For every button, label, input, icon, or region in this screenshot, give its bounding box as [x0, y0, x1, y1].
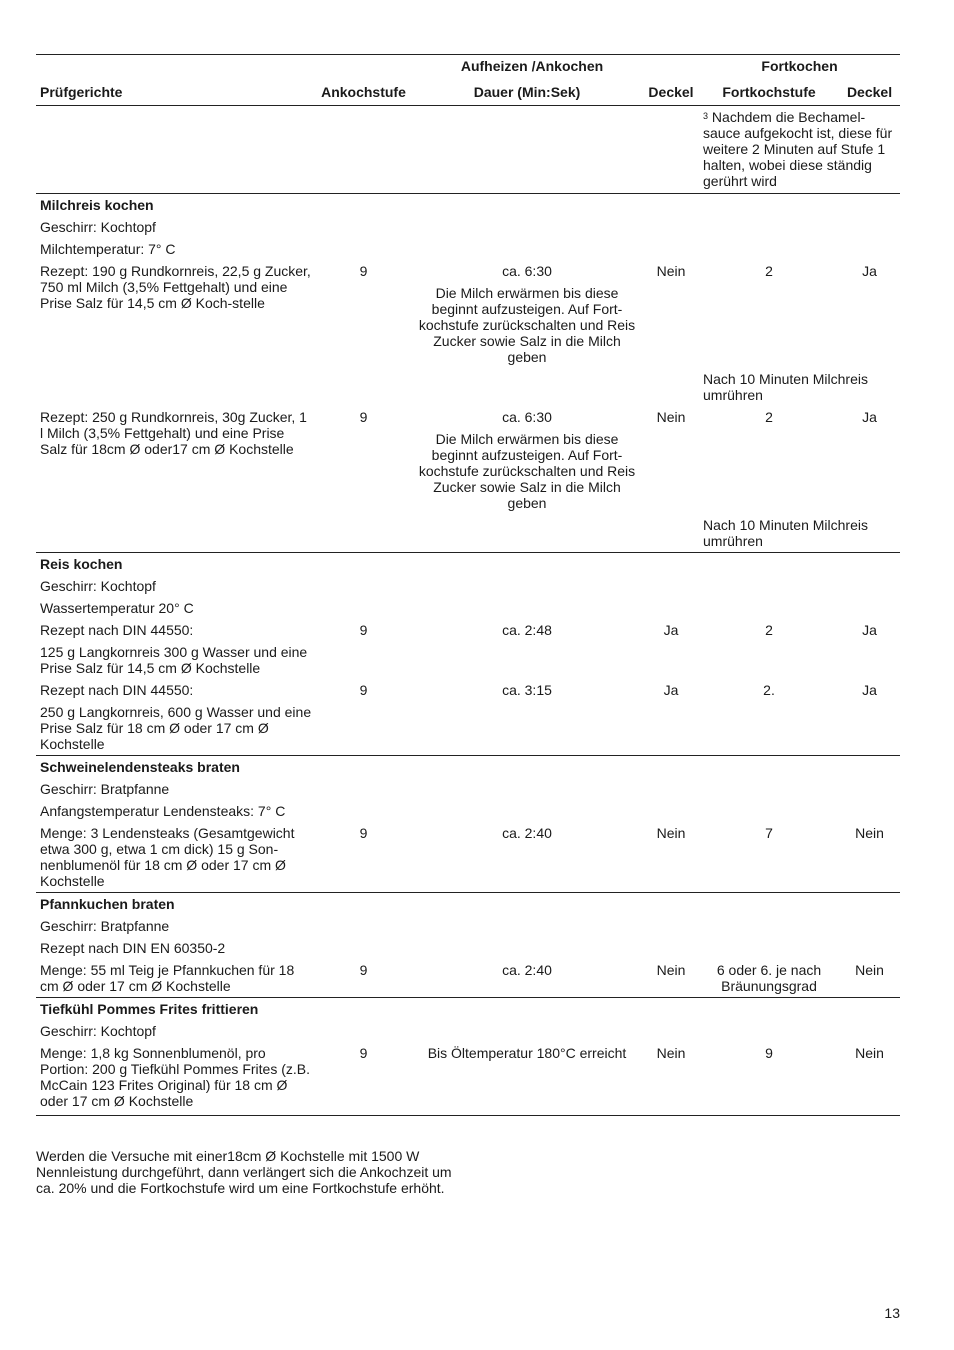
section-row-milchreis — [36, 194, 900, 217]
column-header-lid: Deckel — [648, 84, 694, 100]
continue-lid-cell: Nein — [855, 825, 884, 841]
column-header-continue-lid: Deckel — [846, 84, 893, 100]
duration-cell: ca. 2:40 — [502, 962, 552, 978]
duration-value: ca. 6:30 — [502, 263, 552, 279]
page-number: 13 — [884, 1305, 900, 1321]
lid-cell: Nein — [656, 825, 686, 841]
section-title-steaks: Schweinelendensteaks braten — [40, 759, 240, 775]
footer-note: Werden die Versuche mit einer18cm Ø Kochstelle mit 1500 W Nennleistung durchgeführt, dann verlängert sich die Ankochzeit um ca. 20% und die Fortkochstufe wird um eine Fortkochstufe erhöht. — [36, 1148, 452, 1196]
continue-stage-cell: 2. — [763, 682, 775, 698]
continue-stage-cell: 2 — [765, 263, 773, 279]
continue-stage-cell: 9 — [765, 1045, 773, 1061]
table-row — [36, 368, 900, 406]
table-row — [36, 778, 900, 800]
cookware-text: Geschirr: Kochtopf — [40, 219, 156, 235]
continue-note: Nach 10 Minuten Milchreis umrühren — [703, 517, 868, 549]
table-row — [36, 619, 900, 641]
table-row — [36, 679, 900, 701]
recipe-cell: Menge: 3 Lendensteaks (Gesamtgewicht etwa 300 g, etwa 1 cm dick) 15 g Son-nenblumenöl für 18 cm Ø oder 17 cm Ø Kochstelle — [40, 825, 295, 889]
temperature-text: Anfangstemperatur Lendensteaks: 7° C — [40, 803, 286, 819]
continue-lid-cell: Ja — [862, 622, 877, 638]
cookware-text: Geschirr: Kochtopf — [40, 578, 156, 594]
continue-note: Nach 10 Minuten Milchreis umrühren — [703, 371, 868, 403]
lid-cell: Nein — [656, 962, 686, 978]
duration-cell — [411, 260, 643, 368]
duration-note: Die Milch erwärmen bis diese beginnt aufzusteigen. Auf Fort-kochstufe zurückschalten und Reis Zucker sowie Salz in die Milch geben — [418, 285, 636, 365]
duration-cell — [411, 406, 643, 514]
recipe-label: Rezept nach DIN 44550: — [40, 622, 194, 638]
table-row — [36, 937, 900, 959]
continue-lid-cell: Nein — [855, 1045, 884, 1061]
duration-note: Die Milch erwärmen bis diese beginnt aufzusteigen. Auf Fort-kochstufe zurückschalten und Reis Zucker sowie Salz in die Milch geben — [418, 431, 636, 511]
column-header-continue-stage: Fortkochstufe — [722, 84, 816, 100]
section-row-reis — [36, 553, 900, 576]
recipe-cell: Menge: 1,8 kg Sonnenblumenöl, pro Portion: 200 g Tiefkühl Pommes Frites (z.B. McCain 123 Frites Original) für 18 cm Ø oder 17 cm Ø Kochstelle — [40, 1045, 310, 1109]
continue-lid-cell: Ja — [862, 263, 877, 279]
stage-cell: 9 — [359, 622, 368, 638]
lid-cell: Nein — [656, 263, 686, 279]
table-row — [36, 238, 900, 260]
lid-cell: Ja — [663, 622, 679, 638]
footnote-text — [699, 106, 900, 194]
table-row — [36, 800, 900, 822]
recipe-label: Rezept nach DIN 44550: — [40, 682, 194, 698]
continue-stage-cell: 2 — [765, 622, 773, 638]
column-header-dish: Prüfgerichte — [40, 84, 123, 100]
table-row — [36, 1020, 900, 1042]
table-row — [36, 701, 900, 756]
column-header-duration: Dauer (Min:Sek) — [473, 84, 581, 100]
table-row — [36, 260, 900, 368]
column-header-stage: Ankochstufe — [321, 84, 406, 100]
temperature-text: Wassertemperatur 20° C — [40, 600, 194, 616]
continue-stage-cell: 6 oder 6. je nach Bräunungsgrad — [716, 962, 822, 994]
test-dishes-table — [36, 54, 900, 1116]
recipe-cell: Rezept: 190 g Rundkornreis, 22,5 g Zucker, 750 ml Milch (3,5% Fettgehalt) und eine Prise Salz für 14,5 cm Ø Koch-stelle — [40, 263, 311, 311]
lid-cell: Ja — [663, 682, 679, 698]
stage-cell: 9 — [359, 682, 368, 698]
continue-lid-cell: Ja — [862, 682, 877, 698]
stage-cell: 9 — [359, 1045, 368, 1061]
test-dishes-table-container — [36, 54, 900, 1116]
footnote-marker: 3 — [703, 111, 709, 121]
continue-stage-cell: 2 — [765, 409, 773, 425]
section-title-pfannkuchen: Pfannkuchen braten — [40, 896, 175, 912]
cookware-text: Geschirr: Kochtopf — [40, 1023, 156, 1039]
table-row — [36, 1042, 900, 1116]
group-heading-continue: Fortkochen — [761, 58, 838, 74]
table-row — [36, 915, 900, 937]
footnote-body: Nachdem die Bechamel-sauce aufgekocht ist, diese für weitere 2 Minuten auf Stufe 1 halten, wobei diese ständig gerührt wird — [703, 109, 893, 189]
duration-cell: ca. 2:48 — [502, 622, 552, 638]
table-row — [36, 641, 900, 679]
table-row — [36, 575, 900, 597]
stage-cell: 9 — [359, 263, 368, 279]
section-row-pfannkuchen — [36, 893, 900, 916]
cookware-text: Geschirr: Bratpfanne — [40, 918, 170, 934]
section-title-milchreis: Milchreis kochen — [40, 197, 154, 213]
table-row — [36, 216, 900, 238]
group-heading-heat: Aufheizen /Ankochen — [460, 58, 604, 74]
lid-cell: Nein — [656, 409, 686, 425]
recipe-cell: Menge: 55 ml Teig je Pfannkuchen für 18 cm Ø oder 17 cm Ø Kochstelle — [40, 962, 295, 994]
duration-cell: ca. 3:15 — [502, 682, 552, 698]
section-title-reis: Reis kochen — [40, 556, 123, 572]
continue-stage-cell: 7 — [765, 825, 773, 841]
table-row — [36, 406, 900, 514]
section-title-pommes: Tiefkühl Pommes Frites frittieren — [40, 1001, 259, 1017]
section-row-pommes — [36, 998, 900, 1021]
lid-cell: Nein — [656, 1045, 686, 1061]
duration-cell: Bis Öltemperatur 180°C erreicht — [427, 1045, 627, 1061]
duration-value: ca. 6:30 — [502, 409, 552, 425]
stage-cell: 9 — [359, 825, 368, 841]
table-row — [36, 514, 900, 553]
footnote-row — [36, 106, 900, 194]
table-row — [36, 959, 900, 998]
stage-cell: 9 — [359, 409, 368, 425]
recipe-standard-text: Rezept nach DIN EN 60350-2 — [40, 940, 226, 956]
duration-cell: ca. 2:40 — [502, 825, 552, 841]
continue-lid-cell: Nein — [855, 962, 884, 978]
recipe-cell: 250 g Langkornreis, 600 g Wasser und eine Prise Salz für 18 cm Ø oder 17 cm Ø Kochstelle — [40, 704, 312, 752]
table-row — [36, 597, 900, 619]
stage-cell: 9 — [359, 962, 368, 978]
cookware-text: Geschirr: Bratpfanne — [40, 781, 170, 797]
section-row-steaks — [36, 756, 900, 779]
recipe-cell: Rezept: 250 g Rundkornreis, 30g Zucker, 1 l Milch (3,5% Fettgehalt) und eine Prise Salz für 18cm Ø oder17 cm Ø Kochstelle — [40, 409, 307, 457]
table-row — [36, 822, 900, 893]
continue-lid-cell: Ja — [862, 409, 877, 425]
recipe-cell: 125 g Langkornreis 300 g Wasser und eine Prise Salz für 14,5 cm Ø Kochstelle — [40, 644, 308, 676]
temperature-text: Milchtemperatur: 7° C — [40, 241, 176, 257]
